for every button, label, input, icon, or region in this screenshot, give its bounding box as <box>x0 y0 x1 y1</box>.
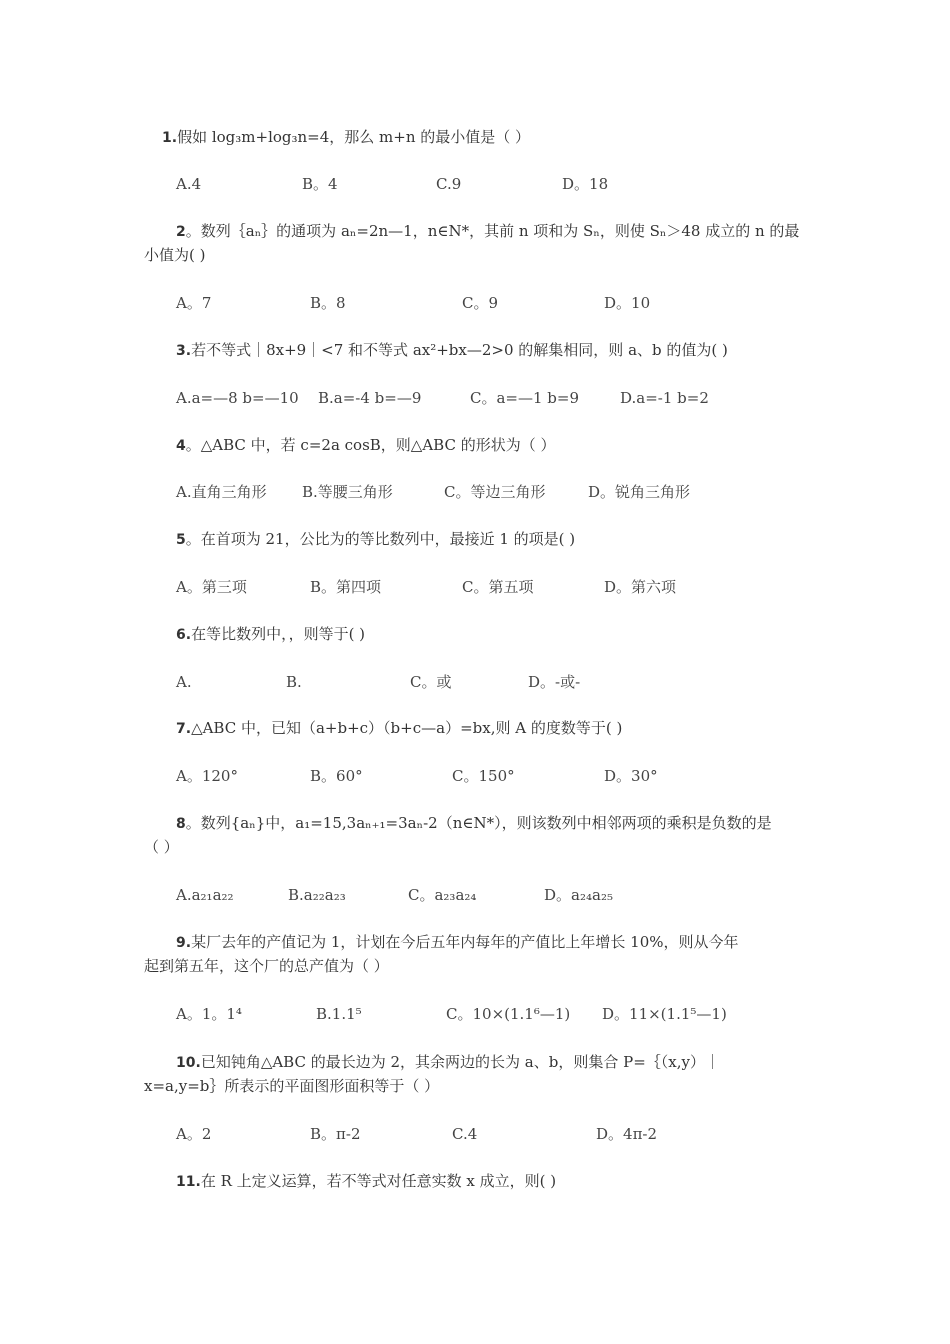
option-d: D。第六项 <box>604 578 677 596</box>
question-text: 假如 log₃m+log₃n=4，那么 m+n 的最小值是（ ） <box>177 128 531 146</box>
option-c: C。第五项 <box>462 578 534 596</box>
question-number: 6. <box>176 627 192 643</box>
question-10-line-2: x=a,y=b｝所表示的平面图形面积等于（ ） <box>144 1077 440 1095</box>
option-b: B。60° <box>310 767 363 785</box>
question-number: 3. <box>176 343 192 359</box>
question-text: 已知钝角△ABC 的最长边为 2，其余两边的长为 a、b，则集合 P=｛（x,y）｜ <box>200 1053 720 1071</box>
question-text: 。数列｛aₙ｝的通项为 aₙ=2n—1，n∈N*，其前 n 项和为 Sₙ，则使 Sₙ＞48 成立的 n 的最 <box>185 222 800 240</box>
option-a: A。120° <box>176 767 238 785</box>
question-6 <box>144 622 814 647</box>
option-a: A.a=—8 b=—10 <box>176 389 299 407</box>
option-c: C.4 <box>452 1125 478 1143</box>
question-3 <box>144 338 814 363</box>
question-number: 8 <box>176 816 186 832</box>
question-text: 。△ABC 中，若 c=2a cosB，则△ABC 的形状为（ ） <box>185 436 556 454</box>
question-4 <box>144 433 814 458</box>
option-c: C。10×(1.1⁶—1) <box>446 1005 571 1023</box>
option-d: D。18 <box>562 175 609 193</box>
option-a: A. <box>176 673 192 691</box>
option-d: D。-或- <box>528 673 581 691</box>
option-c: C。9 <box>462 294 499 312</box>
question-text: △ABC 中，已知（a+b+c）（b+c—a）=bx,则 A 的度数等于( ) <box>191 719 623 737</box>
option-a: A。2 <box>176 1125 212 1143</box>
option-b: B. <box>286 673 302 691</box>
question-text: 。在首项为 21，公比为的等比数列中，最接近 1 的项是( ) <box>185 530 576 548</box>
question-2 <box>144 219 814 244</box>
question-2-line-2: 小值为( ) <box>144 246 206 264</box>
option-c: C.9 <box>436 175 462 193</box>
question-number: 9. <box>176 935 192 951</box>
option-b: B。第四项 <box>310 578 382 596</box>
option-c: C。等边三角形 <box>444 483 546 501</box>
question-9 <box>144 930 814 955</box>
question-number: 4 <box>176 438 186 454</box>
option-c: C。或 <box>410 673 452 691</box>
option-a: A。7 <box>176 294 212 312</box>
option-d: D.a=-1 b=2 <box>620 389 709 407</box>
option-d: D。4π-2 <box>596 1125 658 1143</box>
question-text: 在 R 上定义运算，若不等式对任意实数 x 成立，则( ) <box>200 1172 557 1190</box>
option-c: C。a=—1 b=9 <box>470 389 580 407</box>
question-number: 1. <box>162 130 178 146</box>
option-b: B。π-2 <box>310 1125 361 1143</box>
option-d: D。锐角三角形 <box>588 483 691 501</box>
question-number: 2 <box>176 224 186 240</box>
option-a: A.a₂₁a₂₂ <box>176 886 234 904</box>
option-a: A。第三项 <box>176 578 247 596</box>
question-11 <box>144 1169 814 1194</box>
question-number: 5 <box>176 532 186 548</box>
option-a: A。1。1⁴ <box>176 1005 242 1023</box>
question-8 <box>144 811 814 836</box>
option-b: B.1.1⁵ <box>316 1005 362 1023</box>
option-c: C。a₂₃a₂₄ <box>408 886 477 904</box>
question-7 <box>144 716 814 741</box>
question-number: 10. <box>176 1055 201 1071</box>
question-number: 7. <box>176 721 192 737</box>
question-text: 。数列{aₙ}中，a₁=15,3aₙ₊₁=3aₙ-2（n∈N*），则该数列中相邻两项的乘积是负数的是 <box>185 814 772 832</box>
question-10 <box>144 1050 814 1075</box>
option-b: B.等腰三角形 <box>302 483 393 501</box>
option-d: D。30° <box>604 767 658 785</box>
option-b: B。4 <box>302 175 338 193</box>
option-d: D。a₂₄a₂₅ <box>544 886 613 904</box>
option-a: A.直角三角形 <box>176 483 267 501</box>
question-9-line-2: 起到第五年，这个厂的总产值为（ ） <box>144 957 389 975</box>
option-a: A.4 <box>176 175 202 193</box>
option-b: B.a₂₂a₂₃ <box>288 886 346 904</box>
question-text: 若不等式｜8x+9｜<7 和不等式 ax²+bx—2>0 的解集相同，则 a、b 的值为( ) <box>191 341 728 359</box>
option-d: D。11×(1.1⁵—1) <box>602 1005 727 1023</box>
question-8-line-2: （ ） <box>144 838 179 856</box>
question-5 <box>144 527 814 552</box>
question-number: 11. <box>176 1174 201 1190</box>
option-c: C。150° <box>452 767 515 785</box>
option-b: B.a=-4 b=—9 <box>318 389 422 407</box>
option-d: D。10 <box>604 294 651 312</box>
question-text: 某厂去年的产值记为 1，计划在今后五年内每年的产值比上年增长 10%，则从今年 <box>191 933 739 951</box>
question-text: 在等比数列中，，则等于( ) <box>191 625 366 643</box>
option-b: B。8 <box>310 294 346 312</box>
question-1 <box>144 125 814 150</box>
